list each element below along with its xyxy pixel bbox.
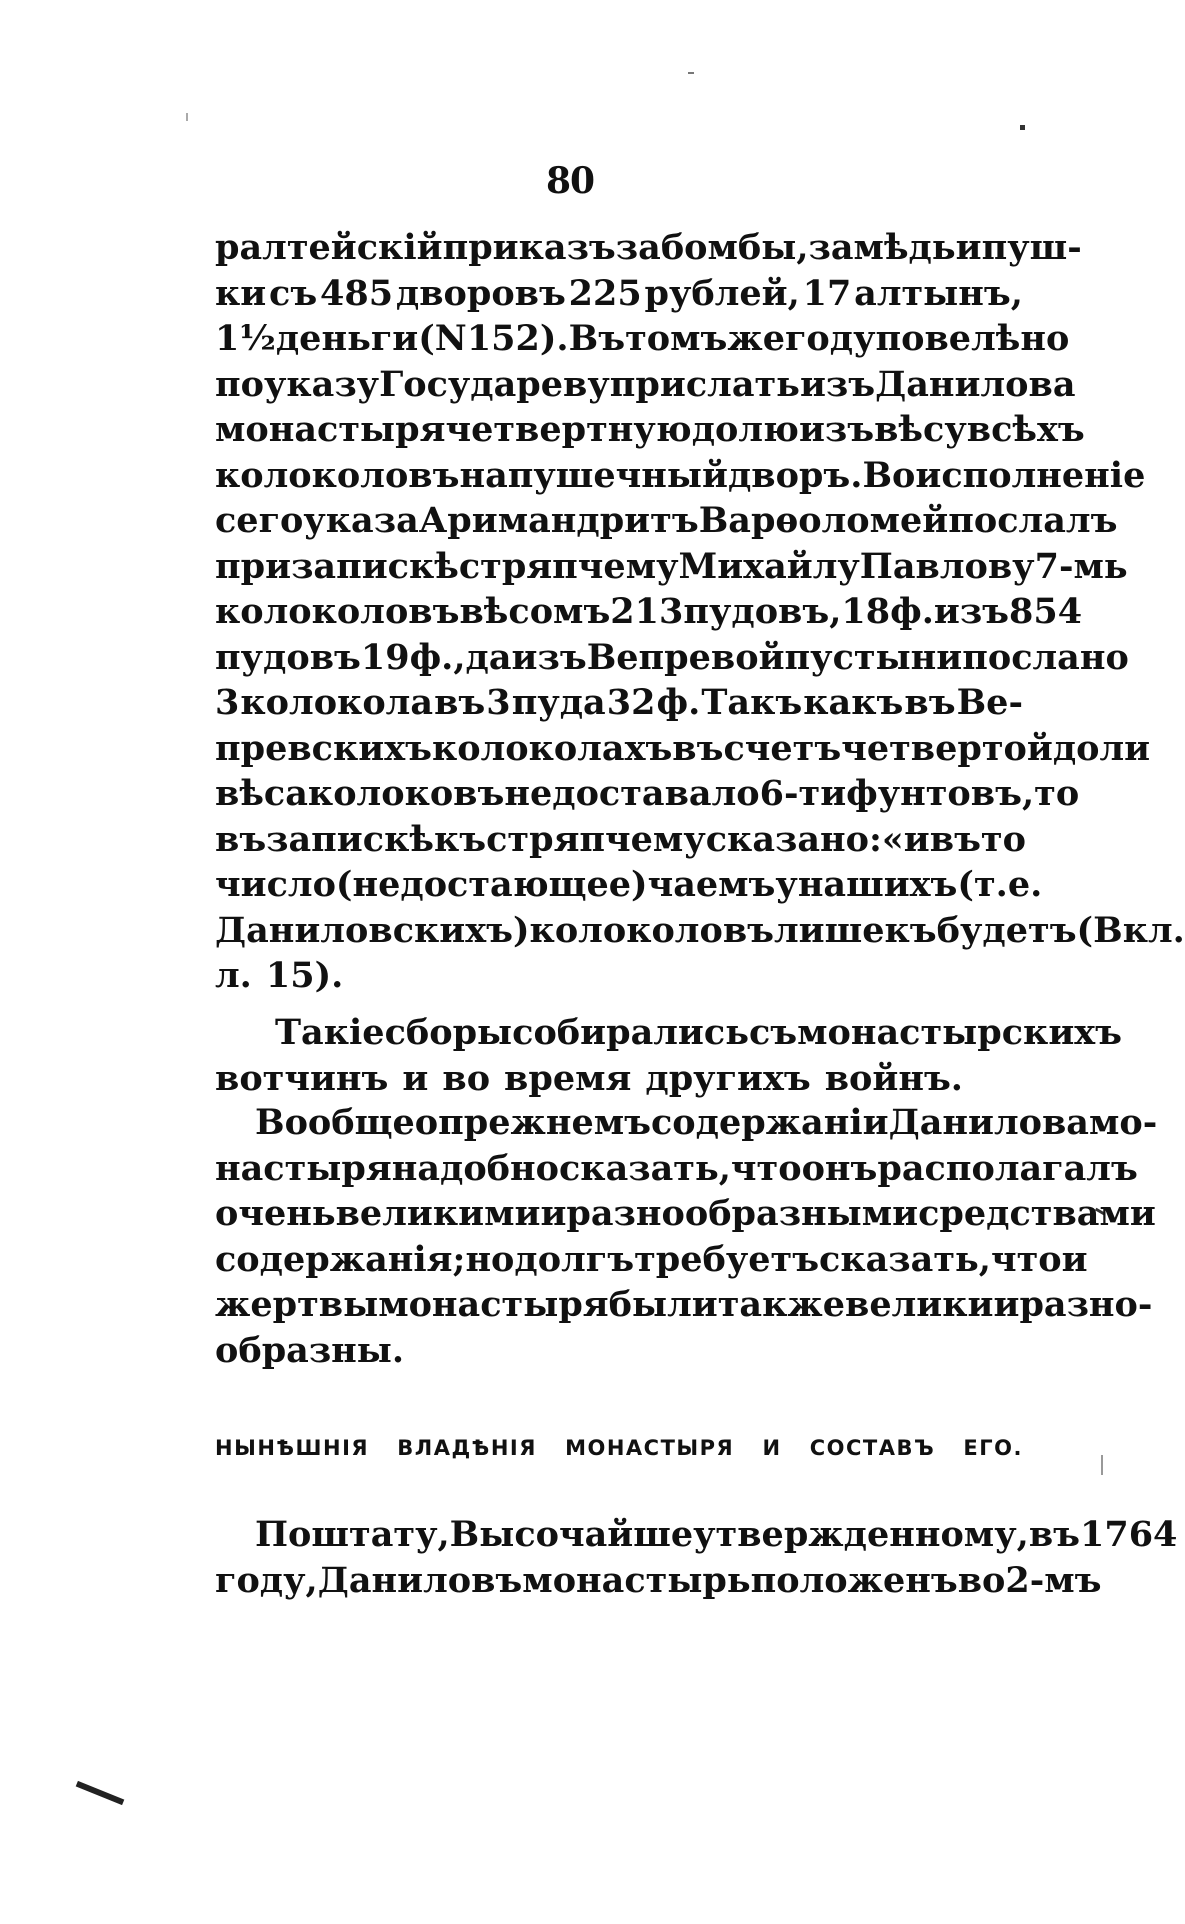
word: колоколовъ [215, 454, 460, 496]
word: вѣсомъ [459, 591, 611, 632]
word: ф. [656, 682, 701, 723]
word: ф. [890, 591, 934, 632]
text-line [215, 1056, 1023, 1102]
word: Варѳоломей [698, 500, 949, 541]
word: средствами [918, 1193, 1156, 1234]
paragraph-former-maintenance [215, 1100, 1158, 1373]
word: что [730, 1147, 802, 1189]
word: сказать, [819, 1238, 991, 1280]
word: настыря [215, 1147, 392, 1189]
paragraph-bell-collection [215, 225, 1185, 999]
word: и [1061, 1238, 1088, 1280]
word: 854 [1009, 591, 1083, 632]
paragraph-other-wars [215, 1010, 1123, 1101]
text-line [215, 271, 1023, 317]
word: пушечный [507, 454, 728, 496]
word: Аримандритъ [418, 500, 699, 541]
heading-word: ЕГО. [963, 1436, 1023, 1460]
word: 19 [360, 636, 410, 678]
word: во [442, 1057, 491, 1099]
word: собирались [512, 1012, 749, 1053]
word: Павлову [859, 545, 1035, 587]
word: сказано: [705, 818, 882, 860]
word: къ [433, 818, 487, 860]
word: чаемъ [647, 864, 776, 905]
text-line [215, 407, 1085, 453]
word: Вепревой [586, 636, 785, 678]
word: очень [215, 1193, 336, 1234]
word: стряпчему [486, 818, 706, 860]
word: на [459, 454, 508, 496]
word: сего [215, 500, 304, 541]
word: приказъ [442, 227, 616, 268]
word: Даниловскихъ) [215, 909, 530, 951]
word: бомбы, [660, 227, 809, 268]
word: Такъ [701, 682, 803, 723]
word: содержанія; [215, 1238, 466, 1280]
word: колоколовъ [529, 909, 774, 951]
word: прежнемъ [438, 1102, 651, 1143]
word: послалъ [948, 500, 1118, 541]
word: пудовъ, [683, 591, 842, 632]
word: колоколовъ [215, 591, 460, 632]
word: въ [672, 727, 724, 769]
text-line [215, 726, 1151, 772]
word: указа [303, 500, 419, 541]
word: 152). [466, 318, 569, 359]
word: содержаніи [650, 1102, 889, 1143]
word: монастырь [522, 1559, 751, 1601]
word: монастыря [378, 1284, 609, 1325]
word: Въ [568, 318, 626, 359]
word: у [775, 864, 798, 905]
word: то [980, 818, 1026, 860]
word: разнообразными [566, 1193, 919, 1234]
word: мѣдь [853, 227, 956, 268]
word: колоколахъ [431, 727, 673, 769]
word: доставало [552, 773, 760, 814]
word: 1764 [1079, 1514, 1178, 1555]
word: за [615, 227, 661, 268]
word: что [990, 1238, 1062, 1280]
text-line [215, 498, 1118, 544]
word: другихъ [645, 1057, 811, 1099]
text-line [215, 680, 1023, 726]
word: же [727, 318, 785, 359]
word: въ [434, 682, 486, 723]
text-line [215, 771, 1080, 817]
word: были [608, 1284, 718, 1325]
word: въ [215, 818, 267, 860]
text-line [215, 1558, 1102, 1604]
word: томъ [625, 318, 728, 359]
word: въ [929, 818, 981, 860]
word: изъ [511, 636, 587, 678]
page-number: 80 [545, 160, 595, 202]
text-line [215, 862, 1043, 908]
word: пудовъ [215, 636, 361, 678]
heading-word: ВЛАДѢНІЯ [397, 1436, 537, 1460]
text-line [215, 225, 1082, 271]
word: доли [1052, 727, 1151, 769]
text-line [215, 635, 1129, 681]
word: надобно [391, 1147, 559, 1189]
word: какъ [803, 682, 904, 723]
word: всѣхъ [966, 409, 1085, 450]
word: при [215, 545, 292, 587]
word: располагалъ [877, 1147, 1138, 1189]
heading-word: НЫНѢШНІЯ [215, 1436, 370, 1460]
word: ралтейскій [215, 227, 443, 268]
word: по [215, 363, 264, 405]
section-heading [215, 1436, 1023, 1460]
word: алтынъ, [854, 272, 1023, 314]
word: и [993, 1284, 1020, 1325]
word: въ [904, 682, 956, 723]
word: л. [215, 955, 252, 996]
word: мо- [1089, 1102, 1158, 1143]
text-line [215, 1100, 1158, 1146]
word: 225 [568, 272, 642, 314]
word: долгъ [514, 1238, 635, 1280]
word: не [504, 773, 553, 814]
word: число [215, 864, 336, 905]
text-line [215, 953, 1023, 999]
word: послано [962, 636, 1129, 678]
word: (N [418, 318, 467, 359]
word: утвержденному, [693, 1514, 1029, 1555]
word: Высочайше [449, 1514, 694, 1555]
word: Ве- [956, 682, 1023, 723]
paragraph-staff-1764 [215, 1512, 1178, 1603]
word: жертвы [215, 1284, 379, 1325]
word: 1½ [215, 318, 276, 359]
word: за [808, 227, 854, 268]
text-line [215, 817, 1026, 863]
word: исполненіе [915, 454, 1146, 496]
word: Государеву [379, 363, 610, 405]
word: Во [862, 454, 916, 496]
word: сборы [384, 1012, 513, 1053]
word: колоковъ [307, 773, 505, 814]
word: долю [691, 409, 799, 450]
word: великими [335, 1193, 541, 1234]
word: (Вкл. [1076, 909, 1185, 951]
word: четвертную [445, 409, 692, 450]
word: изъ [799, 363, 876, 405]
text-line [215, 1512, 1178, 1558]
word: время [504, 1057, 632, 1099]
word: съ [748, 1012, 798, 1053]
word: пустыни [784, 636, 963, 678]
word: изъ [798, 409, 875, 450]
print-speck [688, 72, 694, 74]
word: и [402, 1057, 429, 1099]
word: 3 [486, 682, 511, 723]
text-line [215, 453, 1146, 499]
text-line [215, 1191, 1156, 1237]
word: Михайлу [678, 545, 860, 587]
word: (т. [957, 864, 1008, 905]
print-speck [1020, 125, 1025, 130]
word: 485 [320, 272, 394, 314]
word: нашихъ [797, 864, 958, 905]
word: счетъ [723, 727, 842, 769]
word: дворовъ [395, 272, 566, 314]
word: также [717, 1284, 845, 1325]
word: будетъ [936, 909, 1077, 951]
word: то [1034, 773, 1080, 814]
word: но [465, 1238, 515, 1280]
word: «и [881, 818, 930, 860]
word: въ [1028, 1514, 1080, 1555]
word: 2-мъ [1005, 1559, 1102, 1601]
scan-artifact [76, 1781, 125, 1805]
text-line [215, 362, 1076, 408]
word: повелѣно [875, 318, 1070, 359]
word: превскихъ [215, 727, 432, 769]
word: деньги [275, 318, 419, 359]
word: году, [215, 1559, 318, 1601]
text-line [215, 1010, 1123, 1056]
word: войнъ. [824, 1057, 963, 1099]
word: году [784, 318, 876, 359]
text-line [215, 1328, 1023, 1374]
word: образны. [215, 1329, 405, 1371]
word: велики [845, 1284, 994, 1325]
text-line [215, 1146, 1138, 1192]
text-line [215, 1282, 1153, 1328]
word: вѣса [215, 773, 308, 814]
word: стряпчему [458, 545, 679, 587]
word: запискѣ [291, 545, 459, 587]
text-line [215, 1237, 1088, 1283]
word: монастырскихъ [797, 1012, 1123, 1053]
text-line [215, 908, 1185, 954]
word: Даниловъ [317, 1559, 523, 1601]
word: Данилова [875, 363, 1076, 405]
heading-word: СОСТАВЪ [809, 1436, 936, 1460]
word: 15). [265, 955, 344, 996]
word: указу [263, 363, 380, 405]
word: штату, [311, 1514, 450, 1555]
word: Такіе [275, 1012, 385, 1053]
heading-word: И [762, 1436, 782, 1460]
word: разно- [1019, 1284, 1153, 1325]
word: фунтовъ, [846, 773, 1035, 814]
word: да [465, 636, 512, 678]
print-speck [186, 113, 188, 121]
word: ки [215, 272, 267, 314]
word: Вообще [255, 1102, 415, 1143]
word: 32 [606, 682, 656, 723]
word: 6-ти [759, 773, 847, 814]
print-speck [1101, 1455, 1103, 1475]
word: ф., [409, 636, 466, 678]
word: пуда [511, 682, 606, 723]
text-line [215, 589, 1083, 635]
word: дворъ. [727, 454, 863, 496]
word: требуетъ [634, 1238, 820, 1280]
word: 18 [841, 591, 891, 632]
word: и [540, 1193, 567, 1234]
word: пуш- [981, 227, 1082, 268]
word: во [957, 1559, 1006, 1601]
word: вѣсу [874, 409, 967, 450]
word: вотчинъ [215, 1057, 389, 1099]
word: о [414, 1102, 439, 1143]
word: 3 [215, 682, 240, 723]
word: 213 [610, 591, 684, 632]
word: запискѣ [266, 818, 434, 860]
word: четвертой [841, 727, 1053, 769]
word: онъ [801, 1147, 878, 1189]
text-line [215, 316, 1070, 362]
word: монастыря [215, 409, 446, 450]
word: положенъ [750, 1559, 958, 1601]
word: (недостающее) [335, 864, 648, 905]
word: и [955, 227, 982, 268]
word: По [255, 1514, 312, 1555]
word: колокола [240, 682, 434, 723]
text-line [215, 544, 1128, 590]
word: Данилова [888, 1102, 1089, 1143]
word: лишекъ [774, 909, 937, 951]
word: рублей, [644, 272, 800, 314]
word: сказать, [559, 1147, 731, 1189]
word: е. [1007, 864, 1043, 905]
word: 17 [802, 272, 852, 314]
word: прислать [609, 363, 800, 405]
word: съ [269, 272, 318, 314]
word: 7-мь [1034, 545, 1128, 587]
heading-word: МОНАСТЫРЯ [565, 1436, 735, 1460]
word: изъ [933, 591, 1010, 632]
